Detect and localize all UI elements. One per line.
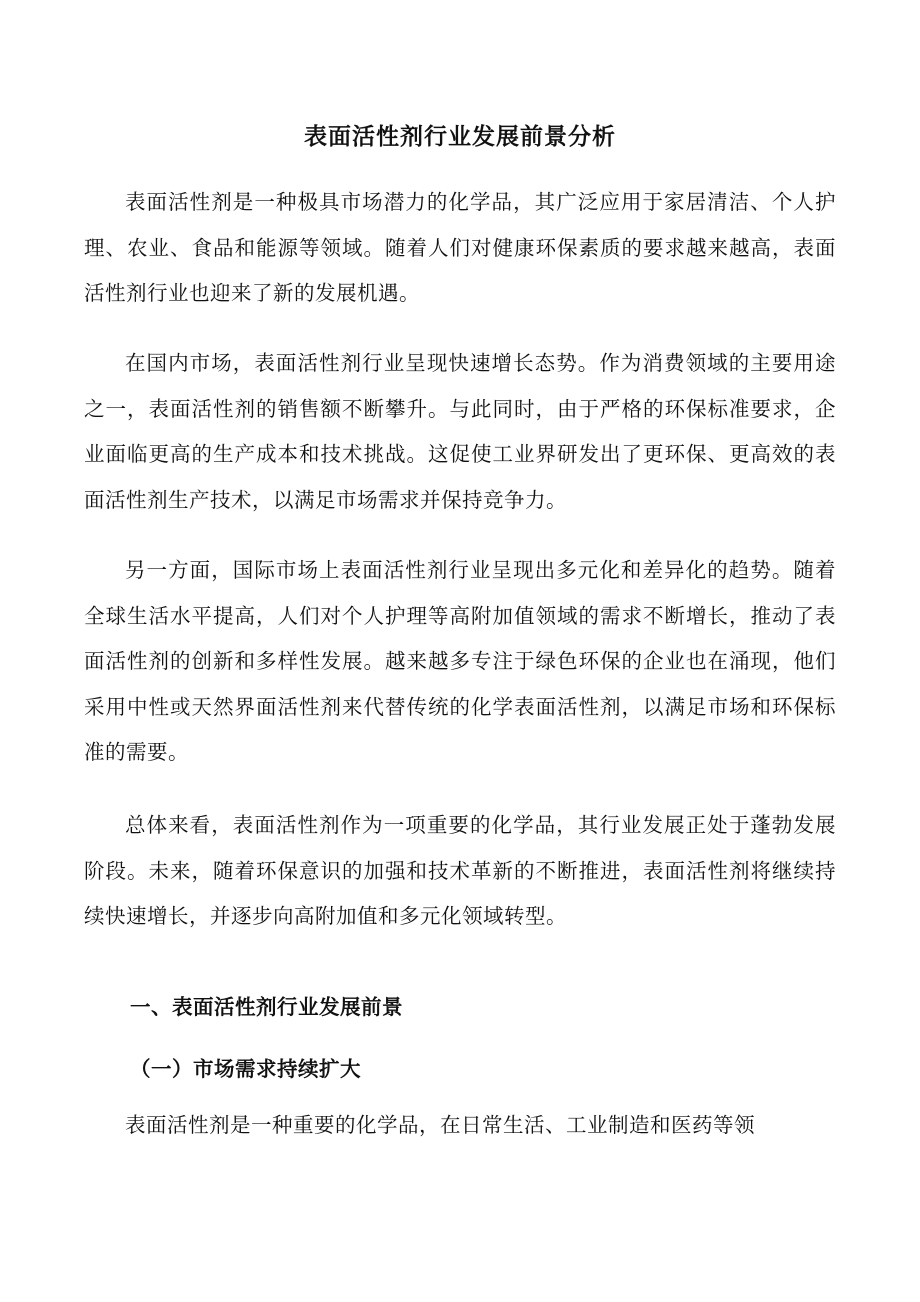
- section-heading: 一、表面活性剂行业发展前景: [130, 995, 403, 1019]
- intro-paragraph: 表面活性剂是一种极具市场潜力的化学品，其广泛应用于家居清洁、个人护理、农业、食品和能源等领域。随着人们对健康环保素质的要求越来越高，表面活性剂行业也迎来了新的发展机遇。: [84, 190, 836, 305]
- international-market-paragraph: 另一方面，国际市场上表面活性剂行业呈现出多元化和差异化的趋势。随着全球生活水平提高，人们对个人护理等高附加值领域的需求不断增长，推动了表面活性剂的创新和多样性发展。越来越多专注于绿色环保的企业也在涌现，他们采用中性或天然界面活性剂来代替传统的化学表面活性剂，以满足市场和环保标准的需要。: [84, 558, 836, 764]
- subsection-heading: （一）市场需求持续扩大: [130, 1057, 361, 1081]
- summary-paragraph: 总体来看，表面活性剂作为一项重要的化学品，其行业发展正处于蓬勃发展阶段。未来，随着环保意识的加强和技术革新的不断推进，表面活性剂将继续持续快速增长，并逐步向高附加值和多元化领域转型。: [84, 813, 836, 928]
- subsection-paragraph: 表面活性剂是一种重要的化学品，在日常生活、工业制造和医药等领: [125, 1113, 755, 1137]
- document-title: 表面活性剂行业发展前景分析: [304, 124, 616, 150]
- domestic-market-paragraph: 在国内市场，表面活性剂行业呈现快速增长态势。作为消费领域的主要用途之一，表面活性剂的销售额不断攀升。与此同时，由于严格的环保标准要求，企业面临更高的生产成本和技术挑战。这促使工业界研发出了更环保、更高效的表面活性剂生产技术，以满足市场需求并保持竞争力。: [84, 351, 836, 512]
